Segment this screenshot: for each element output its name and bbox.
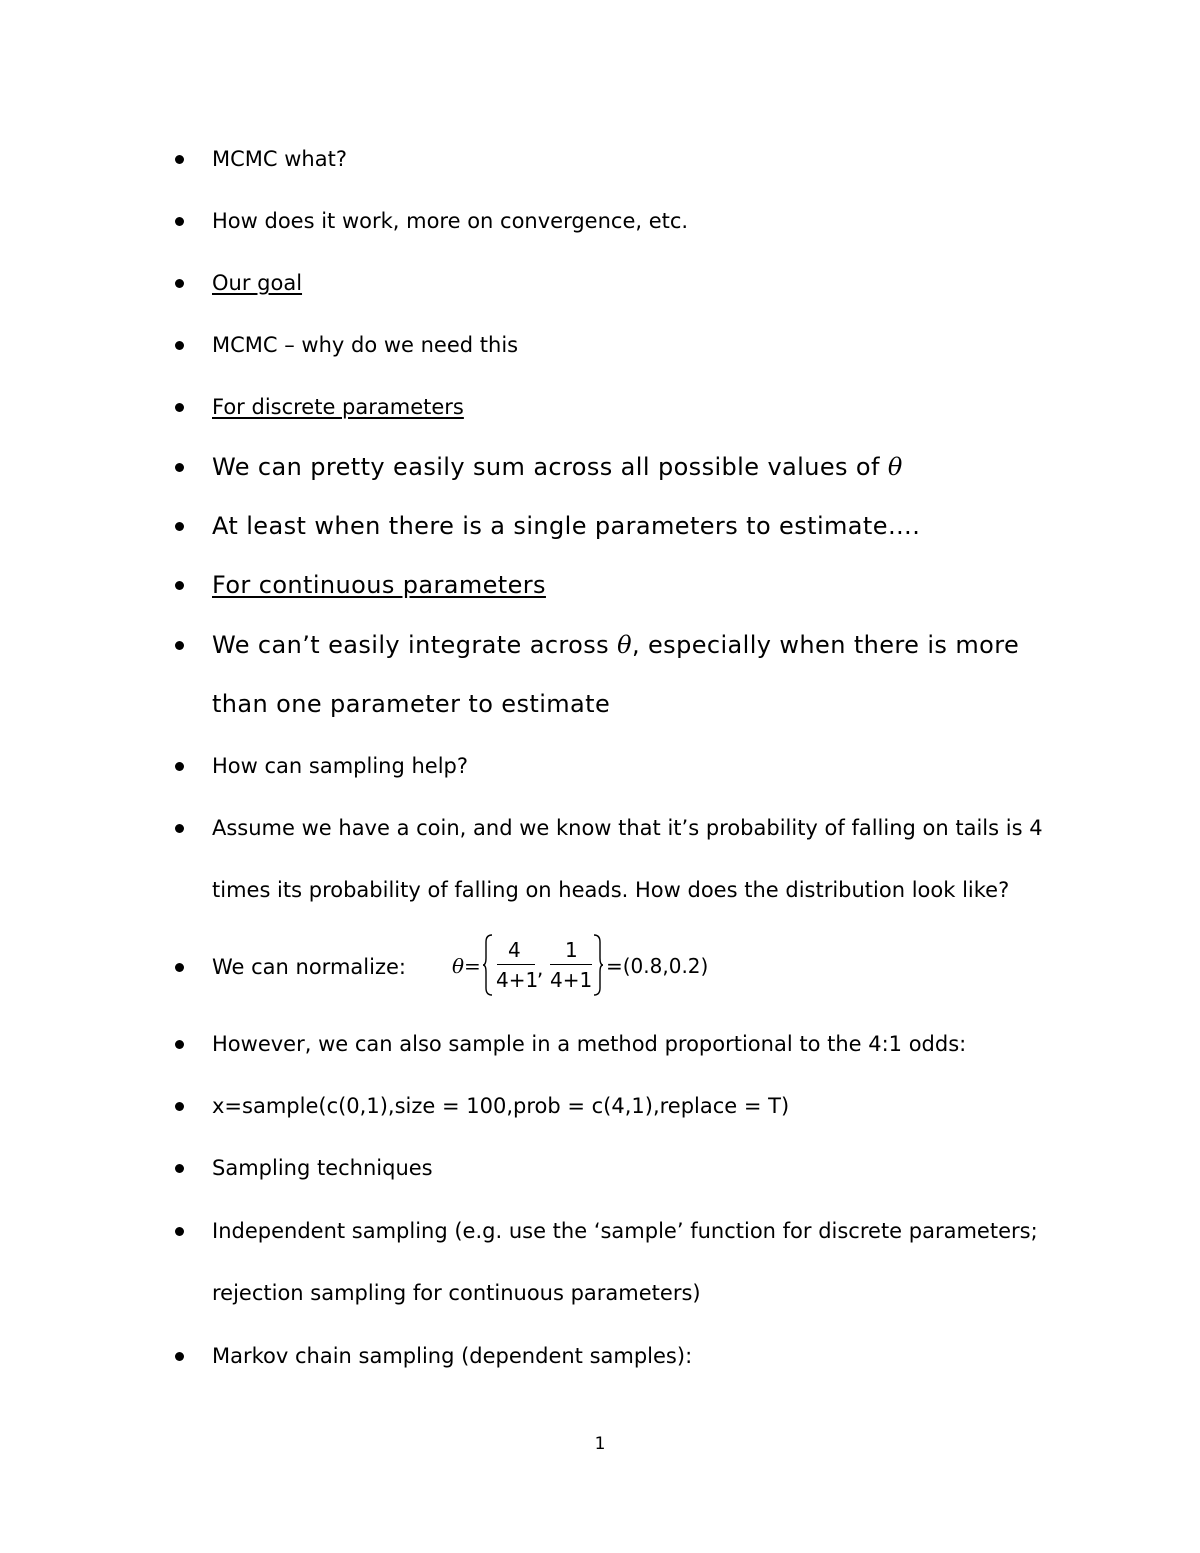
- bullet-single-parameter: At least when there is a single parameters to estimate….: [212, 512, 921, 540]
- bullet-independent-sampling: Independent sampling (e.g. use the ‘sample’ function for discrete parameters;: [212, 1219, 1038, 1243]
- bullet-sample-proportional: However, we can also sample in a method proportional to the 4:1 odds:: [212, 1032, 967, 1056]
- bullet-mcmc-why: MCMC – why do we need this: [212, 333, 519, 357]
- left-brace-icon: [482, 934, 494, 996]
- fraction2-bar: [550, 964, 592, 965]
- bullet-sum-across-values: [212, 452, 903, 482]
- fraction1-numerator: 4: [508, 938, 521, 962]
- bullet-continuation: than one parameter to estimate: [212, 690, 611, 718]
- page-number: 1: [594, 1434, 606, 1454]
- theta-symbol: θ: [887, 453, 903, 481]
- bullet-icon: [175, 155, 184, 164]
- theta-symbol: θ: [617, 631, 632, 659]
- fraction2-numerator: 1: [565, 938, 578, 962]
- normalize-formula: [452, 932, 712, 998]
- formula-lhs: θ=: [452, 954, 481, 978]
- bullet-discrete-parameters: For discrete parameters: [212, 395, 464, 419]
- bullet-how-does-it-work: How does it work, more on convergence, etc.: [212, 209, 689, 233]
- bullet-icon: [175, 641, 184, 650]
- bullet-icon: [175, 522, 184, 531]
- bullet-icon: [175, 1040, 184, 1049]
- fraction1-bar: [497, 964, 535, 965]
- bullet-coin-assumption: Assume we have a coin, and we know that it’s probability of falling on tails is 4: [212, 816, 1043, 840]
- bullet-icon: [175, 1102, 184, 1111]
- bullet-icon: [175, 762, 184, 771]
- bullet-icon: [175, 217, 184, 226]
- formula-rhs: =(0.8,0.2): [606, 954, 709, 978]
- bullet-icon: [175, 279, 184, 288]
- bullet-icon: [175, 581, 184, 590]
- bullet-continuation: times its probability of falling on heads. How does the distribution look like?: [212, 878, 1010, 902]
- bullet-text-after: , especially when there is more: [631, 631, 1020, 659]
- bullet-icon: [175, 341, 184, 350]
- bullet-normalize: We can normalize:: [212, 955, 406, 979]
- bullet-sampling-help: How can sampling help?: [212, 754, 469, 778]
- bullet-icon: [175, 963, 184, 972]
- bullet-markov-chain: Markov chain sampling (dependent samples):: [212, 1344, 693, 1368]
- bullet-icon: [175, 824, 184, 833]
- bullet-icon: [175, 463, 184, 472]
- bullet-icon: [175, 1164, 184, 1173]
- bullet-our-goal: Our goal: [212, 271, 303, 295]
- bullet-icon: [175, 403, 184, 412]
- bullet-sampling-techniques: Sampling techniques: [212, 1156, 433, 1180]
- bullet-mcmc-what: MCMC what?: [212, 147, 347, 171]
- bullet-icon: [175, 1227, 184, 1236]
- bullet-icon: [175, 1352, 184, 1361]
- bullet-text: We can pretty easily sum across all possible values of: [212, 453, 888, 481]
- fraction1-denominator: 4+1: [496, 968, 539, 992]
- bullet-continuation: rejection sampling for continuous parameters): [212, 1281, 701, 1305]
- bullet-continuous-parameters: For continuous parameters: [212, 571, 546, 599]
- formula-comma: ,: [537, 956, 544, 980]
- right-brace-icon: [592, 934, 604, 996]
- bullet-integrate-across: [212, 630, 1019, 660]
- bullet-sample-code: x=sample(c(0,1),size = 100,prob = c(4,1),replace = T): [212, 1094, 790, 1118]
- fraction2-denominator: 4+1: [550, 968, 593, 992]
- bullet-text: We can’t easily integrate across: [212, 631, 618, 659]
